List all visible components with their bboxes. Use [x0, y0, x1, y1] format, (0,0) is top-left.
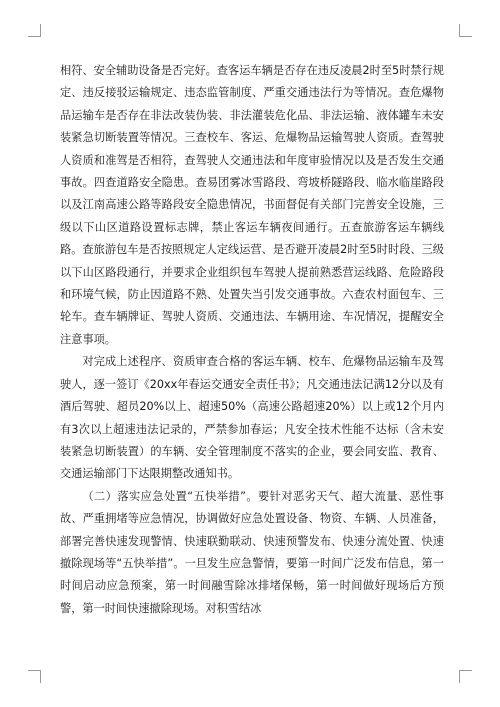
crop-mark-bottom-left: [28, 670, 41, 683]
paragraph-responsibility: 对完成上述程序、资质审查合格的客运车辆、校车、危爆物品运输车及驾驶人，逐一签订《20xx年春运交通安全责任书》；凡交通违法记满12分以及有酒后驾驶、超员20%以上、超速50%（高速公路超速20%）以上或12个月内有3次以上超速违法记录的，严禁参加春运；凡安全技术性能不达标（含未安装紧急切断装置）的车辆、安全管理制度不落实的企业，要会同安监、教育、交通运输部门下达限期整改通知书。: [60, 355, 444, 481]
crop-mark-top-right: [459, 24, 472, 37]
paragraph-continued: 相符、安全辅助设备是否完好。查客运车辆是否存在违反凌晨2时至5时禁行规定、违反接驳运输规定、违态监管制度、严重交通违法行为等情况。查危爆物品运输车是否存在非法改装伪装、非法灌装危化品、非法运输、液体罐车未安装紧急切断装置等情况。三查校车、客运、危爆物品运输驾驶人资质。查驾驶人资质和准驾是否相符，查驾驶人交通违法和年度审验情况以及是否发生交通事故。四查道路安全隐患。查易团雾冰雪路段、弯坡桥隧路段、临水临崖路段以及江南高速公路等路段安全隐患情况，书面督促有关部门完善安全设施，三级以下山区道路设置标志牌，禁止客运车辆夜间通行。五查旅游客运车辆线路。查旅游包车是否按照规定人定线运营、是否避开凌晨2时至5时时段、三级以下山区路段通行，并要求企业组织包车驾驶人提前熟悉营运线路、危险路段和环境气候，防止因道路不熟、处置失当引发交通事故。六查农村面包车、三轮车。查车辆牌证、驾驶人资质、交通违法、车辆用途、车况情况，提醒安全注意事项。: [60, 64, 444, 346]
paragraph-emergency: （二）落实应急处置“五快举措”。要针对恶劣天气、超大流量、恶性事故、严重拥堵等应急情况，协调做好应急处置设备、物资、车辆、人员准备，部署完善快速发现警情、快速联勤联动、快速预警发布、快速分流处置、快速撤除现场等“五快举措”。一旦发生应急警情，要第一时间广泛发布信息，第一时间启动应急预案，第一时间融雪除冰排堵保畅，第一时间做好现场后方预警，第一时间快速撤除现场。对积雪结冰: [60, 489, 444, 615]
crop-mark-top-left: [28, 24, 41, 37]
crop-mark-bottom-right: [459, 670, 472, 683]
document-body: [60, 60, 444, 620]
